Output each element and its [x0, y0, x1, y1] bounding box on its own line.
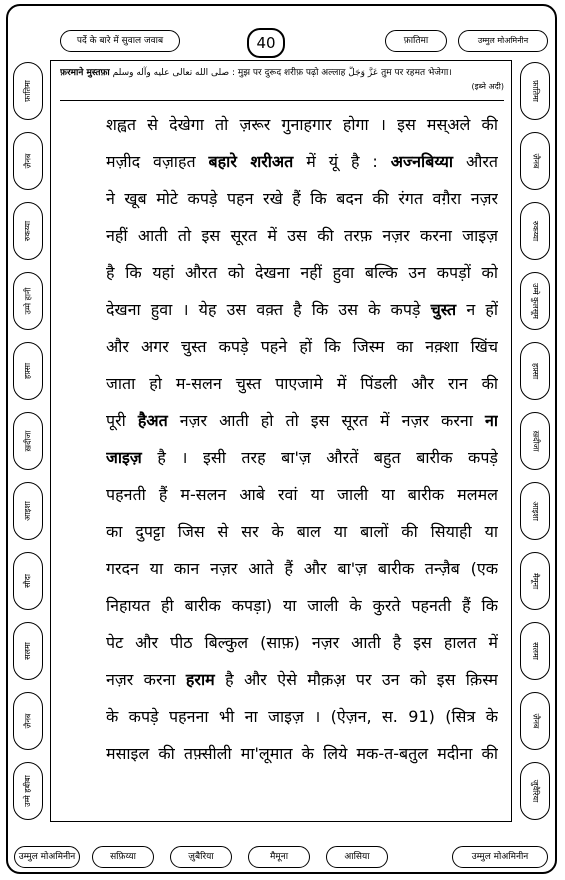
text-run: और अगर चुस्त कपड़े पहने हों कि जिस्म का नक़्शा खिंच [106, 337, 498, 356]
text-run: है कि यहां औरत को देखना नहीं हुवा बल्कि उन कपड़ों को [106, 263, 498, 282]
right-margin-cartouche [520, 692, 550, 750]
text-run: पेट और पीठ बिल्कुल (साफ़) नज़र आती है इस हालत में [106, 633, 498, 652]
left-margin-label: ख़दीजा [23, 430, 32, 452]
right-margin-label: हफ़्सा [530, 362, 540, 380]
text-run: के कपड़े पहनना भी ना जाइज़ । (ऐज़न, स. 91) (सित्र के [106, 707, 498, 726]
left-margin-label: आइशा [23, 501, 32, 521]
right-margin-label: ख़दीजा [531, 430, 540, 452]
text-line [106, 291, 498, 328]
text-run: पूरी [106, 411, 138, 430]
left-margin-cartouche [13, 622, 43, 680]
text-run: नहीं आती तो इस सूरत में उस की तरफ़ नज़र करना जाइज़ [106, 226, 498, 245]
text-run: औरत [453, 152, 498, 171]
right-margin-cartouche [520, 552, 550, 610]
text-run: नज़र करना [106, 670, 186, 689]
left-margin-cartouche [13, 62, 43, 120]
text-run: गरदन या कान नज़र आते हैं और बा'ज़ बारीक तन्ज़ैब (एक [106, 559, 498, 578]
text-line [106, 735, 498, 772]
text-run: में यूं है : [293, 152, 391, 171]
header-label-center [385, 30, 447, 52]
right-margin-cartouche [520, 132, 550, 190]
right-margin-label: जुवैरिया [530, 779, 540, 803]
bold-term: चुस्त [430, 300, 457, 319]
right-margin-label: उम्मे कुलसूम [531, 283, 540, 319]
text-run: पहनती हैं म-सलन आबे रवां या जाली या बारीक मलमल [106, 485, 498, 504]
left-margin-label: उम्मे हबीबा [23, 775, 33, 807]
right-margin-cartouche [520, 202, 550, 260]
text-line [106, 365, 498, 402]
text-run: जाता हो म-सलन चुस्त पाएजामे में पिंडली और रान की [106, 374, 498, 393]
text-run: का दुपट्टा जिस से सर के बाल या बालों की सियाही या [106, 522, 498, 541]
header-label-right [458, 30, 548, 52]
right-margin-label: मैमूना [531, 572, 540, 590]
text-line [106, 698, 498, 735]
right-margin-label: फ़ातिमा [530, 80, 540, 102]
left-margin-label: हफ़्सा [22, 362, 32, 380]
left-margin-cartouche [13, 132, 43, 190]
left-margin-cartouche [13, 342, 43, 400]
text-line [106, 106, 498, 143]
footer-cartouche [92, 846, 154, 868]
right-margin-label: सलमा [530, 642, 540, 660]
right-margin-label: ज़ैनब [530, 153, 540, 169]
bold-term: बहारे शरीअत [208, 152, 294, 171]
right-margin-label: आइशा [531, 501, 540, 521]
footer-label: आसिया [344, 851, 370, 862]
footer-cartouche [248, 846, 310, 868]
text-line [106, 143, 498, 180]
right-margin-cartouche [520, 62, 550, 120]
text-line [106, 328, 498, 365]
right-margin-cartouche [520, 762, 550, 820]
right-margin-cartouche [520, 622, 550, 680]
text-run: नज़र आती हो तो इस सूरत में नज़र करना [167, 411, 485, 430]
text-run: मज़ीद वज़ाहत [106, 152, 209, 171]
bold-term: अज्नबिय्या [390, 152, 454, 171]
text-run: ने खूब मोटे कपड़े पहन रखे हैं कि बदन की रंगत वग़ैरा नज़र [106, 189, 498, 208]
right-margin-cartouche [520, 342, 550, 400]
text-run: न हों [456, 300, 498, 319]
footer-label: उम्मुल मोअमिनीन [471, 851, 529, 862]
left-margin-cartouche [13, 552, 43, 610]
book-title [60, 30, 180, 52]
text-run: निहायत ही बारीक कपड़ा) या जाली के कुरते पहनती हैं कि [106, 596, 498, 615]
text-line [106, 476, 498, 513]
left-margin-cartouche [13, 272, 43, 330]
left-margin-label: उम्मे हानी [23, 287, 32, 315]
right-margin-label: रुकय्या [530, 220, 540, 242]
left-margin-label: रुकय्या [22, 220, 32, 242]
header-label-right-text: उम्मुल मोअमिनीन [477, 36, 529, 45]
text-run: है और ऐसे मौक़अ़ पर उन को इस क़िस्म [214, 670, 498, 689]
left-margin-label: फ़ातिमा [22, 80, 32, 102]
header-label-center-text: फ़ातिमा [403, 35, 429, 46]
text-line [106, 550, 498, 587]
text-line [106, 439, 498, 476]
left-margin-cartouche [13, 202, 43, 260]
footer-label: उम्मुल मोअमिनीन [18, 851, 76, 862]
hadith-quote [60, 66, 504, 98]
left-margin-cartouche [13, 692, 43, 750]
footer-cartouche [170, 846, 232, 868]
text-run: है । इसी तरह बा'ज़ औरतें बहुत बारीक कपड़े [141, 448, 498, 467]
right-margin-cartouche [520, 272, 550, 330]
text-line [106, 661, 498, 698]
text-line [106, 180, 498, 217]
text-run: शह्वत से देखेगा तो ज़रूर गुनाहगार होगा । इस मस्अले की [106, 115, 498, 134]
text-line [106, 513, 498, 550]
footer-label: ज़ुबैरिया [188, 851, 214, 862]
left-margin-label: ज़ैनब [22, 153, 32, 169]
bold-term: हैअत [137, 411, 168, 430]
body-text [106, 106, 498, 772]
left-margin-label: सौदा [23, 574, 32, 588]
footer-label: सफ़िय्या [110, 851, 136, 862]
text-run: मसाइल की तफ़्सीली मा'लूमात के लिये मक-त-बतुल मदीना की [106, 744, 498, 763]
quote-divider [60, 100, 504, 101]
left-margin-label: ज़ैनब [22, 713, 32, 729]
text-line [106, 254, 498, 291]
right-margin-label: ज़ैनब [530, 713, 540, 729]
text-line [106, 624, 498, 661]
footer-cartouche [14, 846, 80, 868]
text-run: देखना हुवा । येह उस वक़्त है कि उस के कपड़े [106, 300, 431, 319]
footer-cartouche [452, 846, 548, 868]
left-margin-label: सलमा [22, 642, 32, 660]
left-margin-cartouche [13, 412, 43, 470]
text-line [106, 587, 498, 624]
quote-arabic: صلى الله تعالى عليه وآله وسلم [112, 68, 230, 78]
book-title-text: पर्दे के बारे में सुवाल जवाब [76, 35, 164, 46]
quote-prefix: फ़रमाने मुस्तफ़ा [60, 68, 110, 78]
text-line [106, 217, 498, 254]
page-number: 40 [247, 28, 285, 58]
right-margin-cartouche [520, 482, 550, 540]
bold-term: जाइज़ [106, 448, 142, 467]
text-line [106, 402, 498, 439]
footer-cartouche [326, 846, 388, 868]
bold-term: हराम [185, 670, 215, 689]
quote-text: : मुझ पर दुरूद शरीफ़ पढ़ो अल्लाह عَزَّ وَجَلَّ तुम पर रहमत भेजेगा। [231, 68, 452, 78]
bold-term: ना [484, 411, 498, 430]
left-margin-cartouche [13, 762, 43, 820]
left-margin-cartouche [13, 482, 43, 540]
quote-source: (इब्ने अदी) [471, 82, 504, 91]
right-margin-cartouche [520, 412, 550, 470]
footer-label: मैमूना [269, 851, 289, 862]
